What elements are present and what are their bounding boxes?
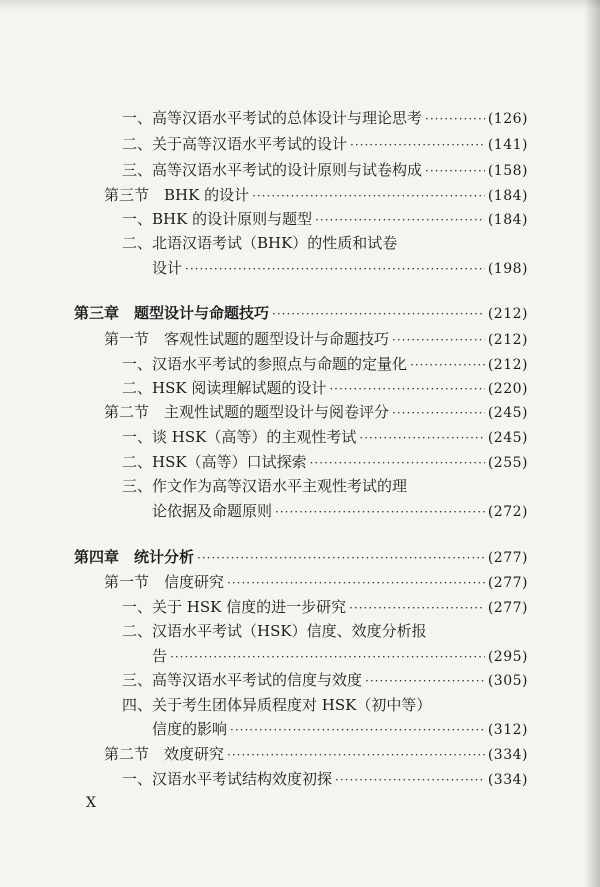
page-ref: (212) [487,306,528,322]
dot-leader [227,744,485,766]
page-number: X [86,795,96,811]
page-ref: (272) [487,504,528,520]
page-ref: (220) [487,381,528,397]
page-ref: (277) [487,600,528,616]
toc-entry-line1: 三、作文作为高等汉语水平主观性考试的理 [122,477,408,495]
dot-leader [227,572,485,594]
toc-entry: 二、HSK 阅读理解试题的设计 ····· (220) [122,377,528,399]
page-ref: (255) [487,455,528,471]
toc-entry-line2: 论依据及命题原则 ····· (272) [152,500,528,522]
toc-entry: 一、汉语水平考试的参照点与命题的定量化 ····· (212) [122,353,528,375]
toc-entry-line2: 告 ····· (295) [152,645,528,667]
dot-leader [329,378,485,400]
dot-leader [335,769,485,791]
page-ref: (305) [487,673,528,689]
toc-entry: 二、HSK（高等）口试探索 ····· (255) [122,451,528,473]
dot-leader [410,354,485,376]
toc-entry-line2: 信度的影响 ····· (312) [152,718,528,740]
page-ref: (245) [487,430,528,446]
page-ref: (245) [487,405,528,421]
dot-leader [275,501,485,523]
dot-leader [350,134,485,156]
toc-entry: 三、高等汉语水平考试的信度与效度 ····· (305) [122,669,528,691]
page-ref: (141) [487,137,528,153]
dot-leader [310,452,485,474]
dot-leader [252,185,485,207]
page-ref: (295) [487,649,528,665]
dot-leader [315,209,485,231]
page-ref: (212) [487,357,528,373]
toc-entry: 一、关于 HSK 信度的进一步研究 ····· (277) [122,596,528,618]
toc-section: 第二节 效度研究 ····· (334) [104,743,528,765]
toc-entry-line1: 四、关于考生团体异质程度对 HSK（初中等） [122,696,432,714]
dot-leader [170,646,485,668]
toc-entry: 一、谈 HSK（高等）的主观性考试 ····· (245) [122,426,528,448]
toc-entry: 一、BHK 的设计原则与题型 ····· (184) [122,208,528,230]
toc-entry-line1: 二、北语汉语考试（BHK）的性质和试卷 [122,234,398,252]
dot-leader [359,427,485,449]
toc-section: 第三节 BHK 的设计 ····· (184) [104,184,528,206]
toc-section: 第一节 客观性试题的题型设计与命题技巧 ····· (212) [104,328,528,350]
toc-entry: 三、高等汉语水平考试的设计原则与试卷构成 ····· (158) [122,159,528,181]
toc-entry: 一、汉语水平考试结构效度初探 ····· (334) [122,768,528,790]
page-ref: (334) [487,772,528,788]
toc-entry: 二、关于高等汉语水平考试的设计 ····· (141) [122,133,528,155]
toc-section: 第二节 主观性试题的题型设计与阅卷评分 ····· (245) [104,401,528,423]
dot-leader [425,108,485,130]
page-ref: (126) [487,111,528,127]
page-ref: (158) [487,163,528,179]
page-ref: (312) [487,722,528,738]
page-ref: (334) [487,747,528,763]
dot-leader [185,258,485,280]
toc-chapter: 第三章 题型设计与命题技巧 ····· (212) [74,302,528,324]
dot-leader [272,303,485,325]
page-ref: (184) [487,188,528,204]
toc-entry-line1: 二、汉语水平考试（HSK）信度、效度分析报 [122,622,427,640]
dot-leader [365,670,485,692]
page-ref: (212) [487,332,528,348]
dot-leader [425,160,485,182]
toc-section: 第一节 信度研究 ····· (277) [104,571,528,593]
toc-entry: 一、高等汉语水平考试的总体设计与理论思考 ····· (126) [122,107,528,129]
dot-leader [197,547,485,569]
dot-leader [392,329,485,351]
page-ref: (184) [487,212,528,228]
dot-leader [230,719,485,741]
dot-leader [392,402,485,424]
page-ref: (277) [487,575,528,591]
toc-entry-line2: 设计 ····· (198) [152,257,528,279]
page-ref: (198) [487,261,528,277]
toc-chapter: 第四章 统计分析 ····· (277) [74,546,528,568]
dot-leader [349,597,485,619]
page-ref: (277) [487,550,528,566]
